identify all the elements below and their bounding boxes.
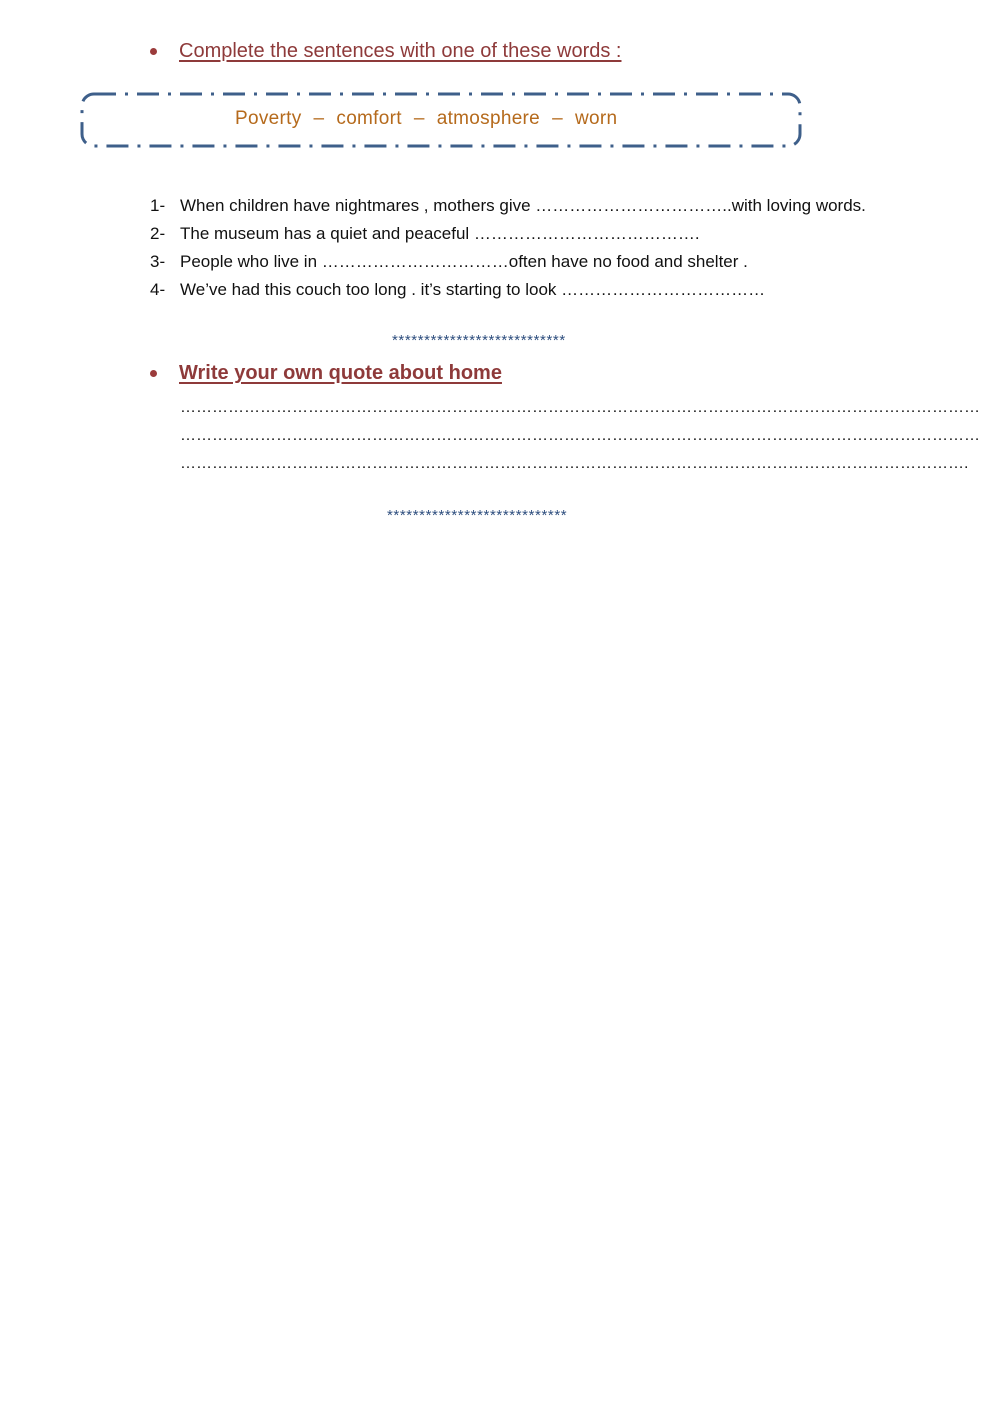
word-poverty: Poverty [235, 108, 302, 129]
word-separator: – [552, 108, 563, 129]
word-bank-box [80, 92, 800, 146]
answer-line: …………………………………………………………………………………………………………………………………… [180, 399, 980, 416]
instruction-heading: Complete the sentences with one of these words : [179, 40, 622, 62]
sentence-text: People who live in ……………………………often have no food and shelter . [180, 252, 748, 271]
sentence-item [150, 248, 866, 276]
sentence-text: When children have nightmares , mothers give ……………………………..with loving words. [180, 196, 866, 215]
instruction-heading-row [150, 40, 621, 63]
word-worn: worn [574, 108, 618, 129]
word-separator: – [413, 108, 425, 129]
word-separator: – [313, 108, 325, 129]
sentence-number: 3- [150, 252, 166, 271]
sentence-number: 2- [150, 224, 166, 243]
word-bank [80, 92, 800, 146]
answer-line: …………………………………………………………………………………………………………………………………… [180, 427, 980, 444]
sentence-item [150, 276, 866, 304]
bullet-icon [150, 370, 157, 377]
sentence-text: We’ve had this couch too long . it’s starting to look ……………………………… [180, 280, 766, 299]
answer-line: …………………………………………………………………………………………………………………………………. [180, 455, 969, 472]
word-atmosphere: atmosphere [436, 108, 541, 129]
bullet-icon [150, 48, 157, 55]
sentence-number: 1- [150, 196, 166, 215]
star-divider: **************************** [387, 507, 568, 524]
quote-heading-row [150, 362, 502, 385]
sentence-item [150, 192, 866, 220]
sentence-item [150, 220, 866, 248]
word-comfort: comfort [336, 108, 402, 129]
quote-heading: Write your own quote about home [179, 362, 502, 384]
sentence-number: 4- [150, 280, 166, 299]
sentence-list [150, 192, 866, 304]
sentence-text: The museum has a quiet and peaceful …………………………………. [180, 224, 700, 243]
star-divider: *************************** [392, 332, 566, 349]
answer-lines [180, 396, 980, 480]
